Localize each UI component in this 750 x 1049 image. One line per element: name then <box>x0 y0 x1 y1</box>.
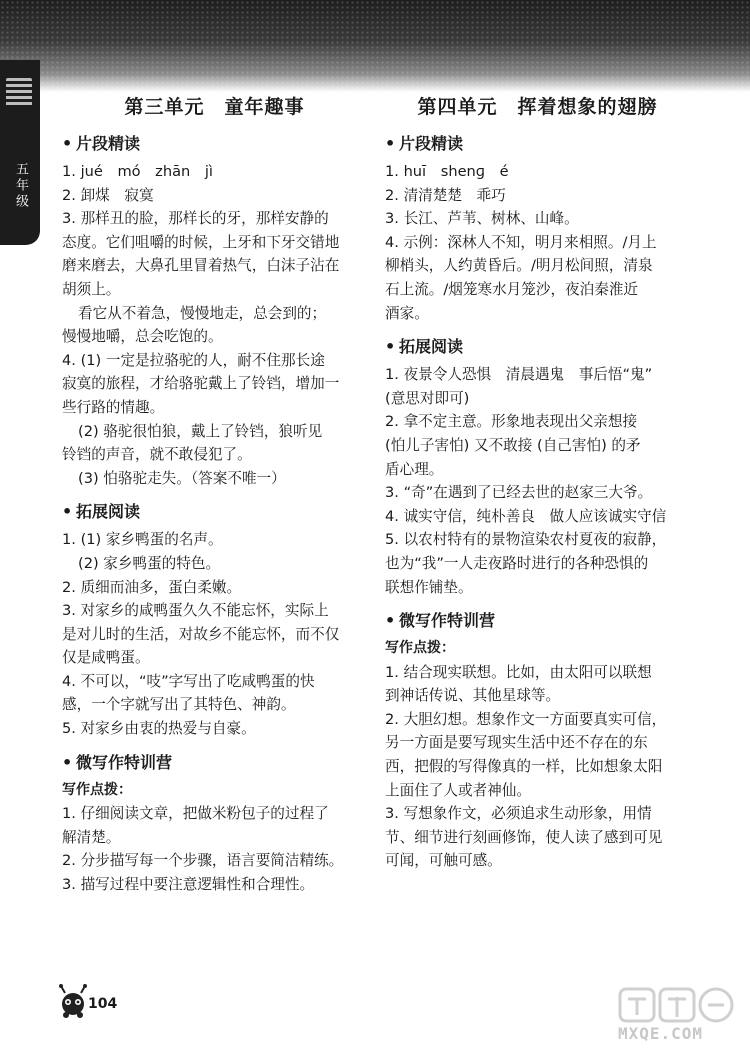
section-heading <box>62 132 367 156</box>
unit-title-right: 第四单元 挥着想象的翅膀 <box>417 96 658 118</box>
answer-line: (3) 怕骆驼走失。（答案不唯一） <box>78 469 286 487</box>
answer-line: 上面住了人或者神仙。 <box>385 781 531 799</box>
answer-line: 到神话传说、其他星球等。 <box>385 687 561 705</box>
publisher-logo-icon <box>6 78 32 108</box>
section-heading <box>62 751 367 775</box>
answer-line: 写作点拨： <box>62 781 132 798</box>
page-number: 104 <box>88 996 118 1012</box>
answer-line: 5. 以农村特有的景物渲染农村夏夜的寂静， <box>385 531 667 549</box>
answer-line: 3. 写想象作文，必须追求生动形象，用情 <box>385 805 652 823</box>
header-band <box>0 0 750 92</box>
watermark-text: MXQE.COM <box>618 1024 704 1043</box>
bullet-icon: • <box>62 134 73 153</box>
answer-line: 看它从不着急，慢慢地走，总会到的； <box>78 304 327 322</box>
answer-line: 柳梢头，人约黄昏后。/明月松间照，清泉 <box>385 257 653 275</box>
section-heading <box>62 500 367 524</box>
grade-label: 五年级 <box>13 162 28 210</box>
bullet-icon: • <box>62 752 73 772</box>
section-heading <box>385 132 690 156</box>
answer-line: 3. 那样丑的脸，那样长的牙，那样安静的 <box>62 210 329 228</box>
answer-line: 感，一个字就写出了其特色、神韵。 <box>62 696 296 714</box>
section-heading <box>385 335 690 359</box>
bullet-icon: • <box>385 134 396 153</box>
answer-line: 盾心理。 <box>385 460 444 478</box>
answer-line: 2. 清清楚楚 乖巧 <box>385 186 506 204</box>
right-column <box>385 92 690 873</box>
mascot-icon <box>56 984 90 1018</box>
answer-line: 节、细节进行刻画修饰，使人读了感到可见 <box>385 828 663 846</box>
answer-line: 1. 结合现实联想。比如，由太阳可以联想 <box>385 663 652 681</box>
answer-line: 1. huī shenɡ é <box>385 163 509 180</box>
section-heading-label: 微写作特训营 <box>399 611 496 631</box>
answer-line: 4. (1) 一定是拉骆驼的人，耐不住那长途 <box>62 351 325 369</box>
bullet-icon: • <box>62 502 73 522</box>
answer-line: 2. 拿不定主意。形象地表现出父亲想接 <box>385 413 638 431</box>
answer-line: 3. 对家乡的咸鸭蛋久久不能忘怀，实际上 <box>62 602 329 620</box>
answer-line: 写作点拨： <box>385 640 455 657</box>
answer-line: 仅是咸鸭蛋。 <box>62 649 150 667</box>
answer-line: (2) 骆驼很怕狼，戴上了铃铛，狼听见 <box>78 422 323 440</box>
bullet-icon: • <box>385 611 396 631</box>
unit-title-left: 第三单元 童年趣事 <box>124 96 305 118</box>
answer-line: 4. 诚实守信，纯朴善良 做人应该诚实守信 <box>385 507 667 525</box>
section-heading <box>385 609 690 633</box>
section-heading-label: 片段精读 <box>399 134 464 153</box>
answer-line: (2) 家乡鸭蛋的特色。 <box>78 554 221 572</box>
answer-line: 磨来磨去，大鼻孔里冒着热气，白沫子沾在 <box>62 257 340 275</box>
section-heading-label: 片段精读 <box>76 134 141 153</box>
answer-line: 3. 长江、芦苇、树林、山峰。 <box>385 210 579 228</box>
section-heading-label: 微写作特训营 <box>76 752 173 772</box>
answer-line: 解清楚。 <box>62 828 121 846</box>
answer-line: 4. 示例：深林人不知，明月来相照。/月上 <box>385 233 657 251</box>
answer-line: 1. 夜景令人恐惧 清晨遇鬼 事后悟“鬼” <box>385 366 653 384</box>
answer-line: 也为“我”一人走夜路时进行的各种恐惧的 <box>385 554 649 572</box>
section-heading-label: 拓展阅读 <box>399 337 464 357</box>
answer-line: 4. 不可以，“吱”字写出了吃咸鸭蛋的快 <box>62 672 315 690</box>
answer-line: 酒家。 <box>385 304 429 322</box>
right-sections <box>385 132 690 873</box>
answer-line: 是对儿时的生活，对故乡不能忘怀，而不仅 <box>62 625 340 643</box>
answer-line: 2. 分步描写每一个步骤，语言要简洁精练。 <box>62 852 344 870</box>
answer-line: 另一方面是要写现实生活中还不存在的东 <box>385 734 648 752</box>
answer-line: 联想作铺垫。 <box>385 578 473 596</box>
answer-line: (怕儿子害怕) 又不敢接 (自己害怕) 的矛 <box>385 436 641 454</box>
answer-line: 胡须上。 <box>62 280 121 298</box>
answer-line: 些行路的情趣。 <box>62 398 165 416</box>
answer-line: 3. “奇”在遇到了已经去世的赵家三大爷。 <box>385 484 653 502</box>
bullet-icon: • <box>385 337 396 357</box>
left-column <box>62 92 367 897</box>
answer-line: 慢慢地嚼，总会吃饱的。 <box>62 328 223 346</box>
answer-line: 3. 描写过程中要注意逻辑性和合理性。 <box>62 876 315 894</box>
answer-line: 1. (1) 家乡鸭蛋的名声。 <box>62 531 223 549</box>
left-sections <box>62 132 367 897</box>
answer-line: 2. 大胆幻想。想象作文一方面要真实可信， <box>385 710 667 728</box>
answer-line: 5. 对家乡由衷的热爱与自豪。 <box>62 720 256 738</box>
answer-line: 1. jué mó zhān jì <box>62 163 213 180</box>
answer-line: (意思对即可) <box>385 389 470 407</box>
watermark-logo-icon <box>618 985 738 1025</box>
answer-line: 石上流。/烟笼寒水月笼沙，夜泊秦淮近 <box>385 280 639 298</box>
answer-line: 西，把假的写得像真的一样，比如想象太阳 <box>385 758 663 776</box>
answer-line: 可闻，可触可感。 <box>385 852 502 870</box>
answer-line: 寂寞的旅程，才给骆驼戴上了铃铛，增加一 <box>62 375 340 393</box>
answer-line: 铃铛的声音，就不敢侵犯了。 <box>62 446 252 464</box>
section-heading-label: 拓展阅读 <box>76 502 141 522</box>
answer-line: 1. 仔细阅读文章，把做米粉包子的过程了 <box>62 805 329 823</box>
answer-line: 2. 质细而油多，蛋白柔嫩。 <box>62 578 242 596</box>
answer-line: 2. 卸煤 寂寞 <box>62 186 154 204</box>
answer-line: 态度。它们咀嚼的时候，上牙和下牙交错地 <box>62 233 340 251</box>
